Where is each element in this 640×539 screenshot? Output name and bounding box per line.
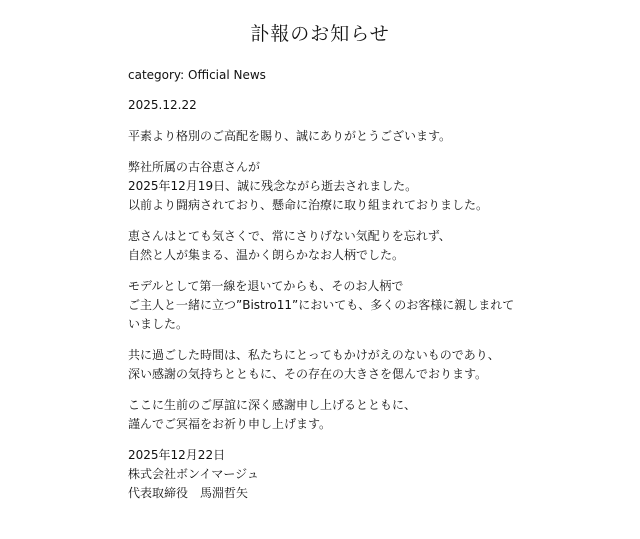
text-line: 平素より格別のご高配を賜り、誠にありがとうございます。 xyxy=(128,129,452,143)
text-line: 共に過ごした時間は、私たちにとってもかけがえのないものであり、 xyxy=(128,348,500,362)
signature-date: 2025年12月22日 xyxy=(128,448,226,462)
announcement-body xyxy=(128,66,528,503)
paragraph-condolence xyxy=(128,396,528,434)
text-line: 謹んでご冥福をお祈り申し上げます。 xyxy=(128,417,332,431)
paragraph-career xyxy=(128,277,528,334)
company-name: 株式会社ボンイマージュ xyxy=(128,467,259,481)
paragraph-personality xyxy=(128,227,528,265)
text-line: 自然と人が集まる、温かく朗らかなお人柄でした。 xyxy=(128,248,405,262)
text-line: 深い感謝の気持ちとともに、その存在の大きさを偲んでおります。 xyxy=(128,367,488,381)
category-label: category: Official News xyxy=(128,68,266,82)
page-title: 訃報のお知らせ xyxy=(250,23,390,45)
text-line: 以前より闘病されており、懸命に治療に取り組まれておりました。 xyxy=(128,198,489,212)
text-line: ここに生前のご厚誼に深く感謝申し上げるとともに、 xyxy=(128,398,417,412)
text-line: 2025年12月19日、誠に残念ながら逝去されました。 xyxy=(128,179,418,193)
text-line: ご主人と一緒に立つ”Bistro11”においても、多くのお客様に親しまれて xyxy=(128,298,515,312)
text-line: 弊社所属の古谷恵さんが xyxy=(128,160,261,174)
paragraph-gratitude xyxy=(128,346,528,384)
representative-name: 代表取締役 馬淵哲矢 xyxy=(128,486,249,500)
paragraph-announcement xyxy=(128,158,528,215)
text-line: モデルとして第一線を退いてからも、そのお人柄で xyxy=(128,279,404,293)
text-line: 恵さんはとても気さくで、常にさりげない気配りを忘れず、 xyxy=(128,229,451,243)
post-date: 2025.12.22 xyxy=(128,98,197,112)
signature-block xyxy=(128,446,528,503)
paragraph-greeting xyxy=(128,127,528,146)
text-line: いました。 xyxy=(128,317,189,331)
